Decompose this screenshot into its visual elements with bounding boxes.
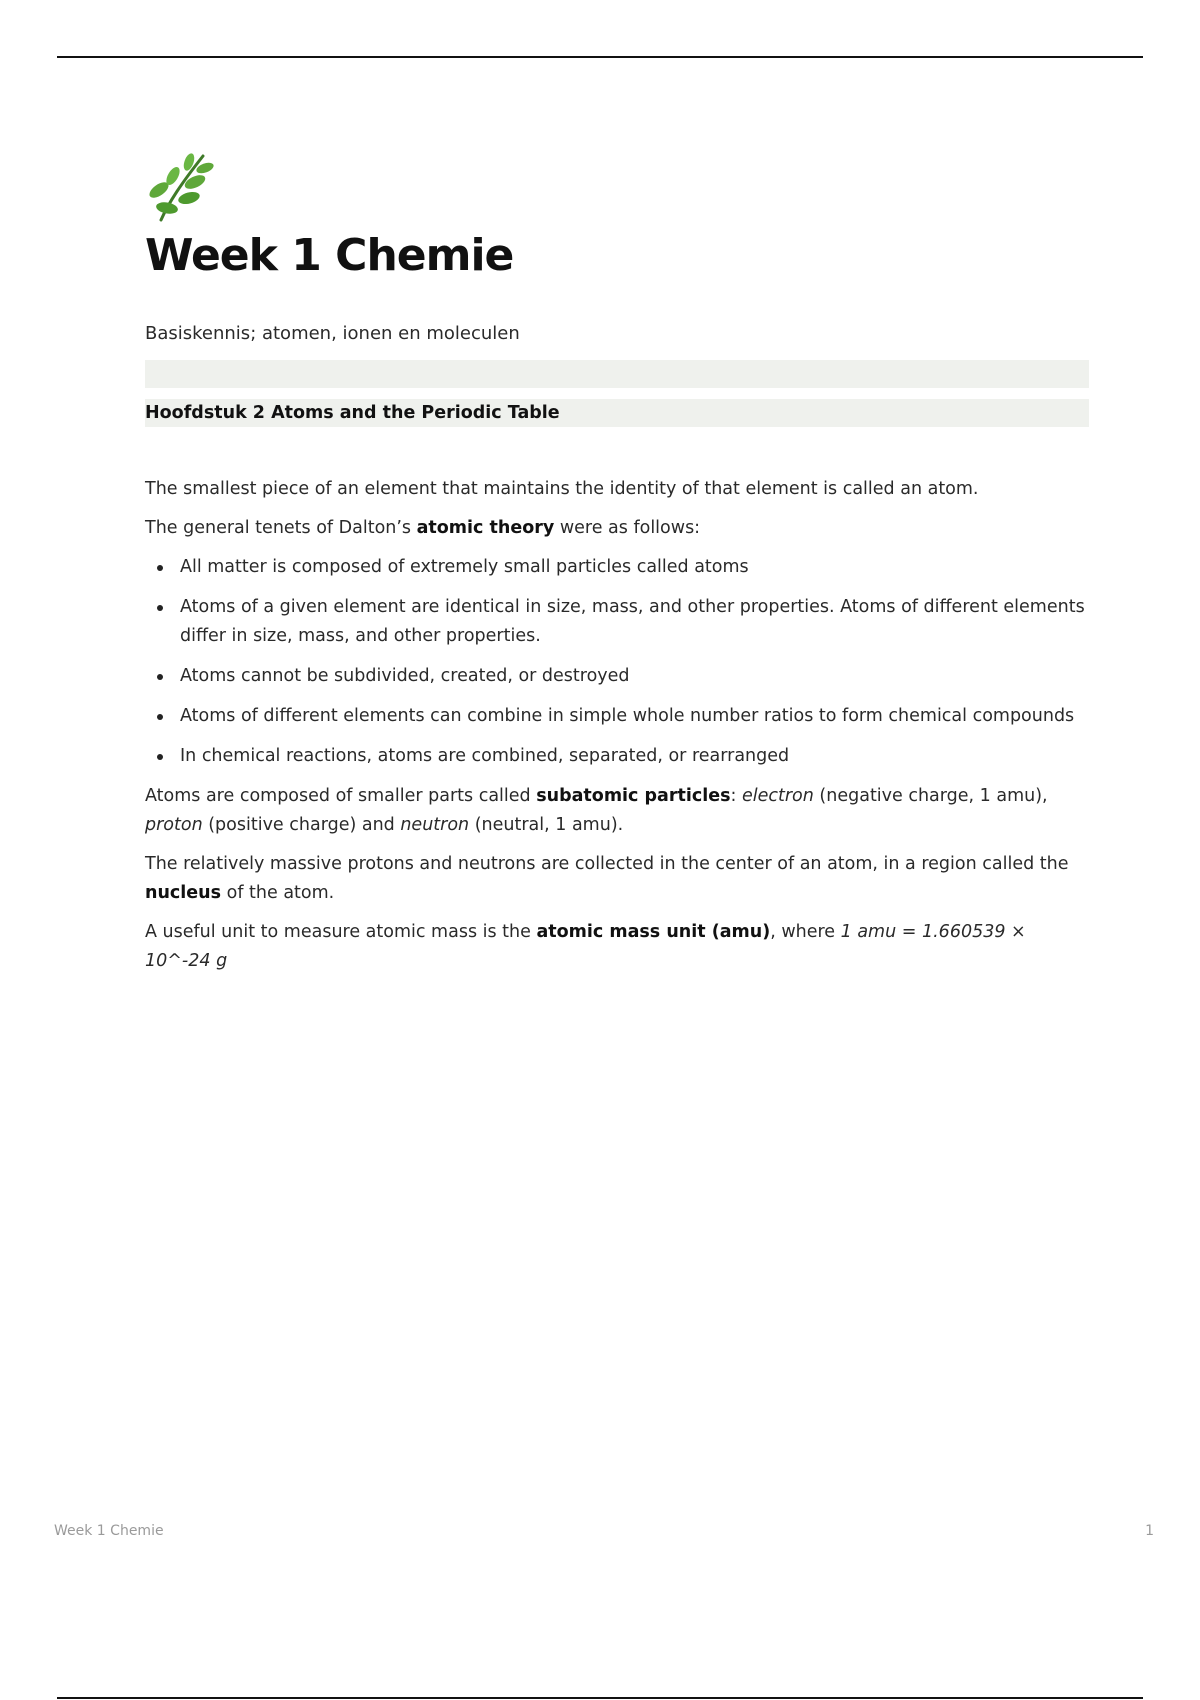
- bold-term: atomic mass unit (amu): [536, 922, 771, 942]
- bold-term: atomic theory: [416, 518, 555, 538]
- bullet-icon: [157, 565, 163, 571]
- dalton-tenets-list: [145, 553, 1089, 771]
- list-item: In chemical reactions, atoms are combined, separated, or rearranged: [145, 742, 1089, 771]
- list-item: Atoms of different elements can combine in simple whole number ratios to form chemical compounds: [145, 702, 1089, 731]
- paragraph-nucleus: The relatively massive protons and neutrons are collected in the center of an atom, in a region called the nucleus of the atom.: [145, 854, 1069, 903]
- paragraph-subatomic-particles: Atoms are composed of smaller parts called subatomic particles: electron (negative charge, 1 amu), proton (positive charge) and neutron (neutral, 1 amu).: [145, 786, 1048, 835]
- top-rule: [57, 56, 1143, 58]
- list-item: All matter is composed of extremely small particles called atoms: [145, 553, 1089, 582]
- footer-page-number: 1: [1145, 1523, 1154, 1539]
- bottom-rule: [57, 1697, 1143, 1699]
- paragraph-atom-definition: The smallest piece of an element that maintains the identity of that element is called an atom.: [145, 479, 979, 499]
- paragraph-amu: A useful unit to measure atomic mass is the atomic mass unit (amu), where 1 amu = 1.660539 × 10^-24 g: [145, 922, 1026, 971]
- italic-term: neutron: [400, 815, 470, 835]
- section-heading: Hoofdstuk 2 Atoms and the Periodic Table: [145, 399, 1089, 427]
- page-content: [145, 150, 1089, 976]
- bold-term: nucleus: [145, 883, 222, 903]
- bold-term: subatomic particles: [536, 786, 731, 806]
- paragraph-dalton-intro: The general tenets of Dalton’s atomic theory were as follows:: [145, 518, 701, 538]
- empty-heading-block: [145, 360, 1089, 388]
- italic-formula: 1 amu = 1.660539 × 10^-24 g: [145, 922, 1026, 971]
- bullet-icon: [157, 674, 163, 680]
- italic-term: proton: [145, 815, 203, 835]
- list-item: Atoms cannot be subdivided, created, or destroyed: [145, 662, 1089, 691]
- bullet-icon: [157, 605, 163, 611]
- bullet-icon: [157, 754, 163, 760]
- italic-term: electron: [741, 786, 814, 806]
- list-item: Atoms of a given element are identical in size, mass, and other properties. Atoms of different elements differ in size, mass, and other properties.: [145, 593, 1089, 651]
- footer-doc-title: Week 1 Chemie: [54, 1523, 164, 1539]
- page-subtitle: Basiskennis; atomen, ionen en moleculen: [145, 323, 520, 344]
- page-title: Week 1 Chemie: [145, 230, 514, 281]
- bullet-icon: [157, 714, 163, 720]
- herb-leaf-icon: [145, 150, 215, 222]
